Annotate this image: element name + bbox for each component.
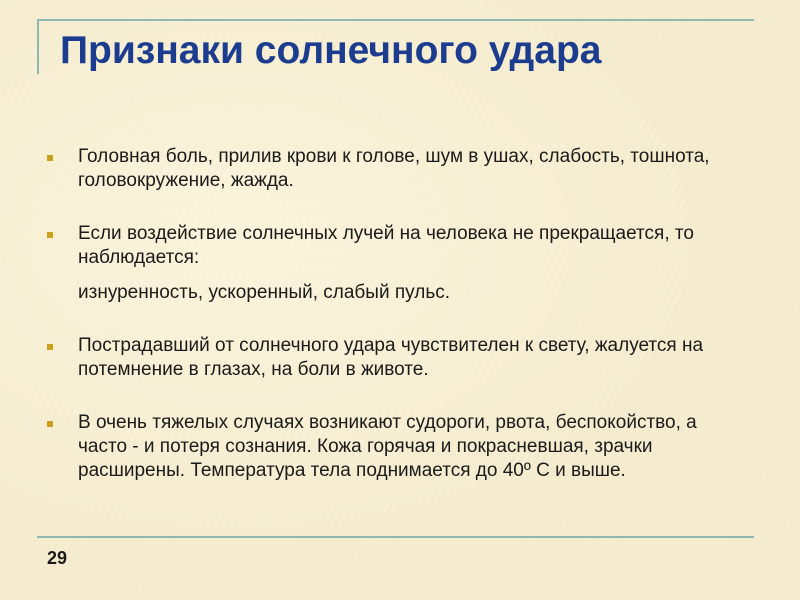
bullet-item-severe-cases [45, 411, 745, 483]
bullet-square-icon [47, 421, 53, 427]
frame-bottom-line [37, 536, 754, 538]
continuation-line [45, 281, 745, 305]
bullet-square-icon [47, 344, 53, 350]
bullet-square-icon [47, 155, 53, 161]
bullet-item-symptoms [45, 145, 745, 193]
bullet-square-icon [47, 232, 53, 238]
frame-top-line [37, 19, 754, 21]
bullet-text: Пострадавший от солнечного удара чувствителен к свету, жалуется на потемнение в глазах, на боли в животе. [78, 335, 704, 380]
slide-title: Признаки солнечного удара [60, 29, 602, 72]
bullet-list [45, 145, 745, 483]
page-number: 29 [47, 548, 68, 568]
bullet-item-light-sensitivity [45, 334, 745, 382]
bullet-text: Если воздействие солнечных лучей на человека не прекращается, то наблюдается: [78, 223, 694, 268]
frame-left-line [37, 19, 39, 74]
continuation-text: изнуренность, ускоренный, слабый пульс. [78, 282, 450, 303]
bullet-text: Головная боль, прилив крови к голове, шум в ушах, слабость, тошнота, головокружение, жажда. [78, 146, 710, 191]
bullet-text: В очень тяжелых случаях возникают судороги, рвота, беспокойство, а часто - и потеря сознания. Кожа горячая и покрасневшая, зрачки расширены. Температура тела поднимается до 40º С и выше. [78, 412, 697, 481]
bullet-item-prolonged-exposure [45, 222, 745, 270]
